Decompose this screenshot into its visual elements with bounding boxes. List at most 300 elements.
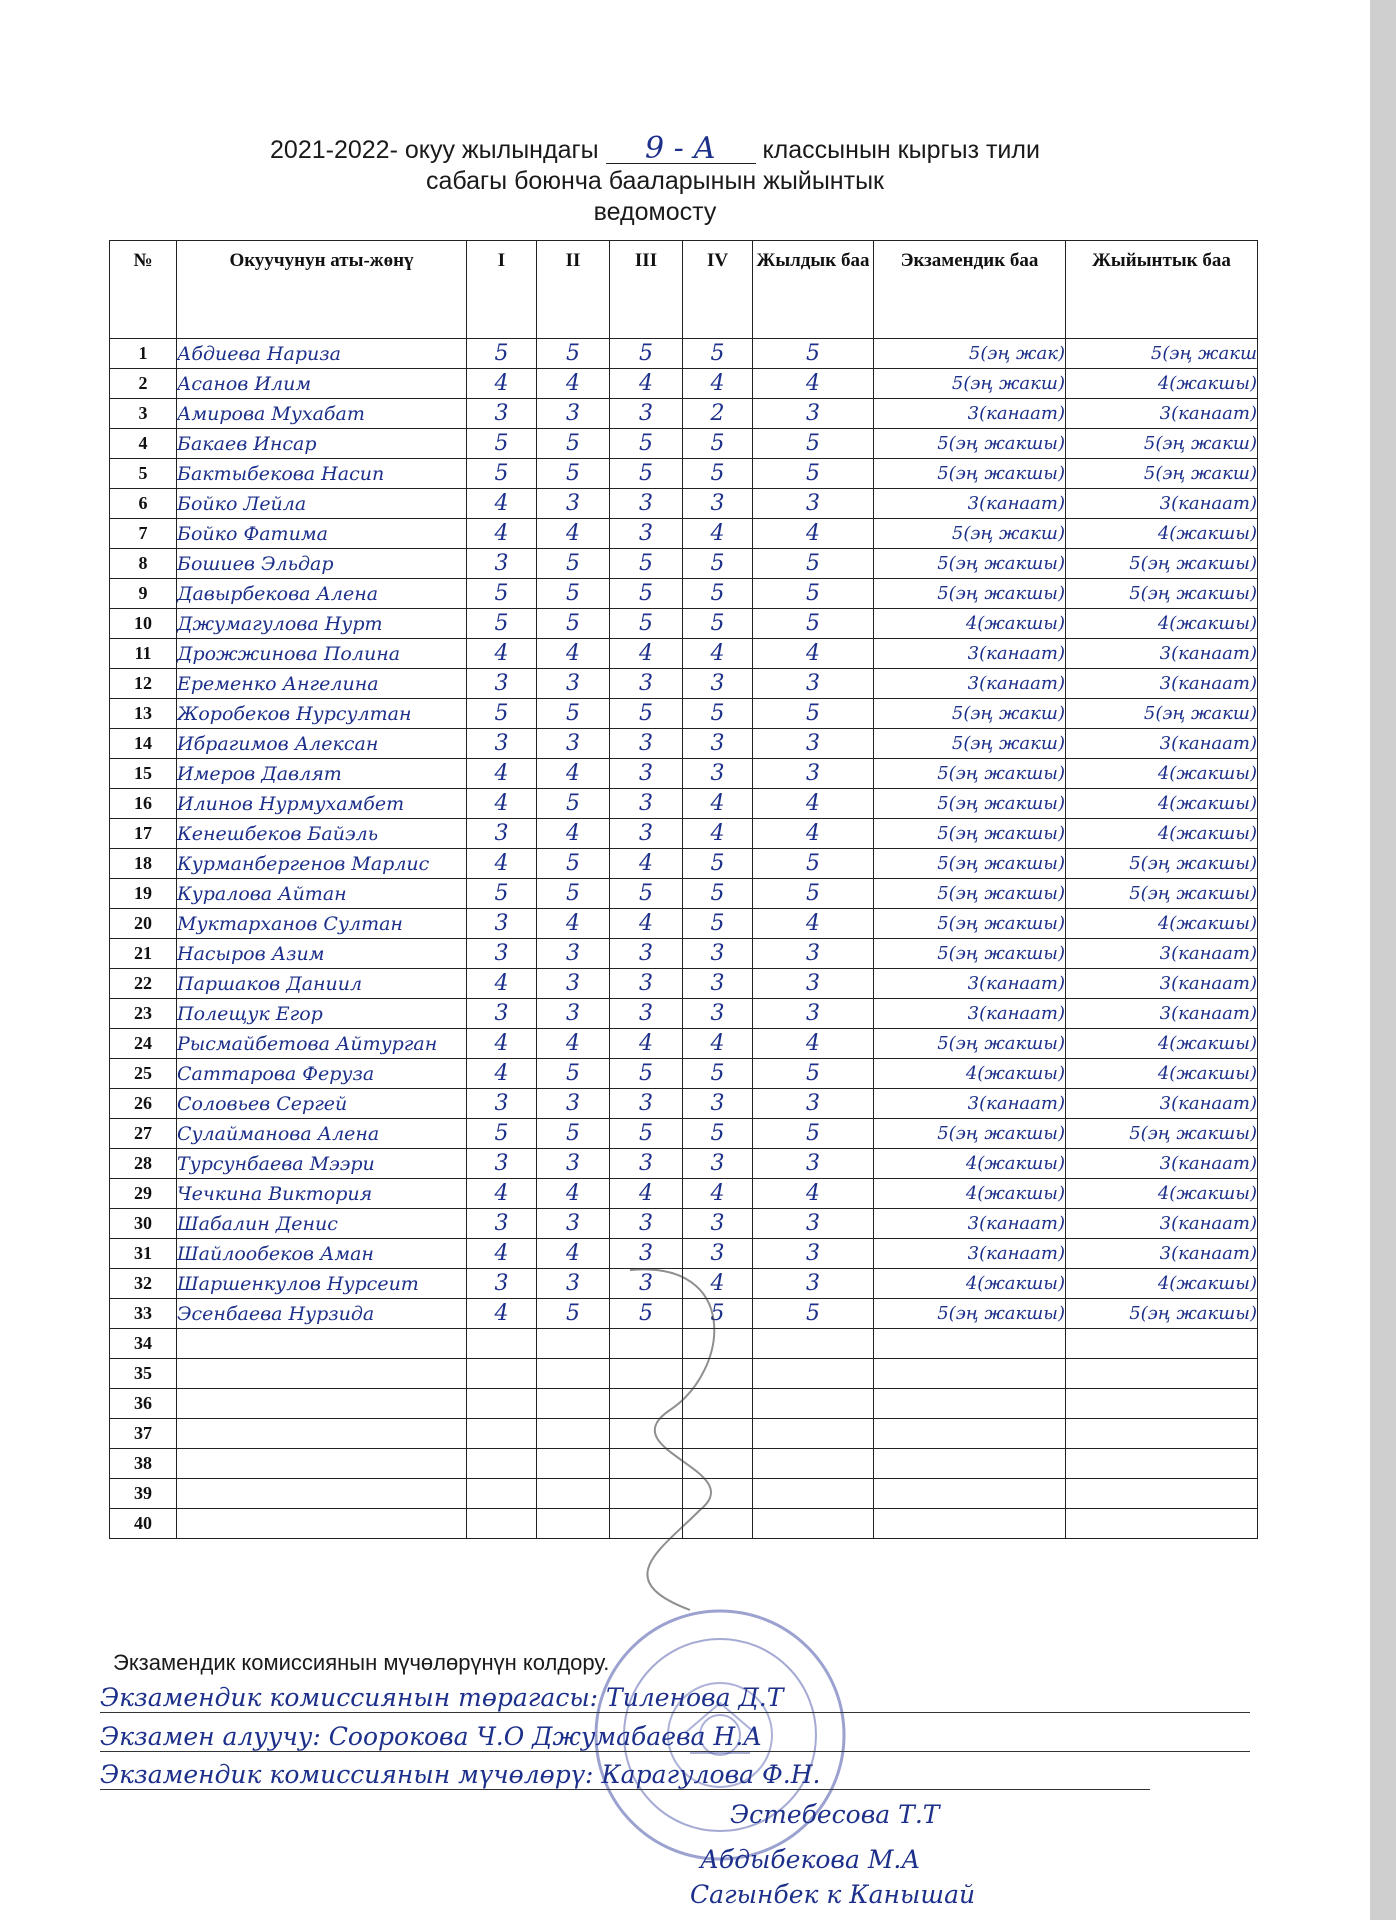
table-row — [110, 969, 1258, 999]
table-row — [110, 579, 1258, 609]
annual-grade: 4 — [753, 369, 874, 399]
header-student-name: Окуучунун аты-жөнү — [177, 241, 467, 339]
final-grade: 4(жакшы) — [1066, 609, 1258, 639]
quarter-4-grade: 5 — [683, 579, 753, 609]
final-grade — [1066, 1479, 1258, 1509]
exam-grade — [874, 1329, 1066, 1359]
quarter-2-grade: 3 — [537, 969, 610, 999]
table-row — [110, 519, 1258, 549]
row-number: 32 — [110, 1269, 177, 1299]
quarter-3-grade: 3 — [610, 969, 683, 999]
exam-grade: 5(эң жакш) — [874, 699, 1066, 729]
row-number: 30 — [110, 1209, 177, 1239]
quarter-2-grade: 4 — [537, 1239, 610, 1269]
annual-grade: 3 — [753, 939, 874, 969]
table-row — [110, 1029, 1258, 1059]
quarter-4-grade: 3 — [683, 939, 753, 969]
exam-grade: 3(канаат) — [874, 639, 1066, 669]
quarter-4-grade: 3 — [683, 1239, 753, 1269]
quarter-4-grade: 4 — [683, 1179, 753, 1209]
row-number: 31 — [110, 1239, 177, 1269]
quarter-2-grade: 5 — [537, 1059, 610, 1089]
quarter-2-grade: 5 — [537, 459, 610, 489]
quarter-4-grade: 5 — [683, 1059, 753, 1089]
quarter-3-grade: 5 — [610, 579, 683, 609]
row-number: 4 — [110, 429, 177, 459]
row-number: 35 — [110, 1359, 177, 1389]
exam-grade: 5(эң жакшы) — [874, 879, 1066, 909]
quarter-1-grade: 4 — [467, 489, 537, 519]
final-grade: 3(канаат) — [1066, 399, 1258, 429]
row-number: 22 — [110, 969, 177, 999]
student-name: Илинов Нурмухамбет — [177, 789, 467, 819]
quarter-3-grade: 5 — [610, 1299, 683, 1329]
quarter-1-grade — [467, 1329, 537, 1359]
exam-grade: 5(эң жакшы) — [874, 459, 1066, 489]
annual-grade — [753, 1479, 874, 1509]
final-grade: 5(эң жакш — [1066, 339, 1258, 369]
annual-grade: 5 — [753, 699, 874, 729]
quarter-1-grade: 5 — [467, 429, 537, 459]
title-prefix: 2021-2022- окуу жылындагы — [270, 136, 599, 164]
exam-grade: 5(эң жакшы) — [874, 1029, 1066, 1059]
quarter-1-grade: 3 — [467, 1269, 537, 1299]
quarter-4-grade: 3 — [683, 759, 753, 789]
final-grade: 4(жакшы) — [1066, 909, 1258, 939]
exam-grade: 5(эң жакшы) — [874, 579, 1066, 609]
row-number: 25 — [110, 1059, 177, 1089]
quarter-2-grade: 5 — [537, 699, 610, 729]
student-name: Бактыбекова Насип — [177, 459, 467, 489]
row-number: 2 — [110, 369, 177, 399]
quarter-1-grade — [467, 1359, 537, 1389]
quarter-1-grade: 3 — [467, 1209, 537, 1239]
table-row — [110, 759, 1258, 789]
quarter-1-grade: 4 — [467, 849, 537, 879]
final-grade: 4(жакшы) — [1066, 1029, 1258, 1059]
annual-grade: 3 — [753, 1209, 874, 1239]
quarter-3-grade: 5 — [610, 549, 683, 579]
commission-member-4: Сагынбек к Канышай — [690, 1880, 976, 1909]
quarter-1-grade: 3 — [467, 819, 537, 849]
student-name: Рысмайбетова Айтурган — [177, 1029, 467, 1059]
exam-grade: 5(эң жакшы) — [874, 909, 1066, 939]
final-grade: 5(эң жакш) — [1066, 459, 1258, 489]
annual-grade: 3 — [753, 729, 874, 759]
annual-grade — [753, 1449, 874, 1479]
exam-grade: 5(эң жакшы) — [874, 1299, 1066, 1329]
quarter-3-grade: 3 — [610, 519, 683, 549]
annual-grade: 3 — [753, 1089, 874, 1119]
quarter-2-grade: 3 — [537, 1209, 610, 1239]
student-name: Полещук Егор — [177, 999, 467, 1029]
quarter-1-grade: 3 — [467, 999, 537, 1029]
annual-grade: 5 — [753, 579, 874, 609]
exam-grade: 4(жакшы) — [874, 1059, 1066, 1089]
row-number: 19 — [110, 879, 177, 909]
student-name: Дрожжинова Полина — [177, 639, 467, 669]
final-grade: 5(эң жакшы) — [1066, 1299, 1258, 1329]
quarter-3-grade: 4 — [610, 1029, 683, 1059]
table-row — [110, 1209, 1258, 1239]
final-grade: 4(жакшы) — [1066, 789, 1258, 819]
student-name: Турсунбаева Мээри — [177, 1149, 467, 1179]
quarter-2-grade: 5 — [537, 849, 610, 879]
quarter-4-grade: 4 — [683, 789, 753, 819]
final-grade: 3(канаат) — [1066, 669, 1258, 699]
student-name: Саттарова Феруза — [177, 1059, 467, 1089]
final-grade: 5(эң жакшы) — [1066, 1119, 1258, 1149]
quarter-1-grade: 5 — [467, 1119, 537, 1149]
student-name — [177, 1359, 467, 1389]
quarter-4-grade: 4 — [683, 1269, 753, 1299]
final-grade — [1066, 1359, 1258, 1389]
quarter-3-grade: 3 — [610, 1239, 683, 1269]
final-grade: 4(жакшы) — [1066, 759, 1258, 789]
final-grade: 5(эң жакш) — [1066, 699, 1258, 729]
quarter-1-grade: 3 — [467, 399, 537, 429]
quarter-4-grade: 5 — [683, 1119, 753, 1149]
row-number: 16 — [110, 789, 177, 819]
student-name: Амирова Мухабат — [177, 399, 467, 429]
quarter-3-grade: 3 — [610, 819, 683, 849]
row-number: 27 — [110, 1119, 177, 1149]
annual-grade: 5 — [753, 1299, 874, 1329]
table-row — [110, 909, 1258, 939]
annual-grade — [753, 1419, 874, 1449]
quarter-3-grade: 4 — [610, 639, 683, 669]
final-grade: 3(канаат) — [1066, 489, 1258, 519]
quarter-4-grade: 5 — [683, 699, 753, 729]
quarter-2-grade: 4 — [537, 1179, 610, 1209]
row-number: 20 — [110, 909, 177, 939]
annual-grade: 5 — [753, 879, 874, 909]
header-final-grade: Жыйынтык баа — [1066, 241, 1258, 339]
exam-grade: 5(эң жакш) — [874, 729, 1066, 759]
table-row — [110, 819, 1258, 849]
quarter-2-grade: 3 — [537, 939, 610, 969]
exam-grade — [874, 1389, 1066, 1419]
quarter-2-grade: 3 — [537, 1269, 610, 1299]
final-grade — [1066, 1329, 1258, 1359]
final-grade: 3(канаат) — [1066, 969, 1258, 999]
quarter-4-grade: 3 — [683, 1209, 753, 1239]
table-row — [110, 489, 1258, 519]
quarter-2-grade: 5 — [537, 339, 610, 369]
quarter-4-grade: 5 — [683, 1299, 753, 1329]
quarter-2-grade: 3 — [537, 489, 610, 519]
student-name: Давырбекова Алена — [177, 579, 467, 609]
quarter-1-grade: 4 — [467, 759, 537, 789]
annual-grade: 3 — [753, 1269, 874, 1299]
row-number: 36 — [110, 1389, 177, 1419]
quarter-2-grade: 5 — [537, 609, 610, 639]
exam-grade: 5(эң жакшы) — [874, 849, 1066, 879]
student-name: Бойко Лейла — [177, 489, 467, 519]
scan-edge — [1370, 0, 1396, 1920]
annual-grade: 5 — [753, 459, 874, 489]
quarter-4-grade: 3 — [683, 999, 753, 1029]
document-title — [150, 131, 1160, 228]
quarter-2-grade: 5 — [537, 549, 610, 579]
table-row — [110, 1119, 1258, 1149]
quarter-1-grade: 4 — [467, 369, 537, 399]
student-name: Чечкина Виктория — [177, 1179, 467, 1209]
quarter-2-grade: 4 — [537, 909, 610, 939]
quarter-4-grade: 3 — [683, 489, 753, 519]
annual-grade: 5 — [753, 429, 874, 459]
quarter-2-grade: 4 — [537, 759, 610, 789]
table-row — [110, 1179, 1258, 1209]
row-number: 24 — [110, 1029, 177, 1059]
exam-grade: 5(эң жакшы) — [874, 549, 1066, 579]
quarter-1-grade: 4 — [467, 1239, 537, 1269]
quarter-3-grade: 3 — [610, 399, 683, 429]
quarter-3-grade: 3 — [610, 729, 683, 759]
examiner-line: Экзамен алуучу: Соорокова Ч.О Джумабаева Н.А — [100, 1722, 1250, 1752]
quarter-1-grade: 3 — [467, 729, 537, 759]
quarter-1-grade: 4 — [467, 1029, 537, 1059]
class-name: 9 - А — [606, 135, 756, 164]
header-quarter-2: II — [537, 241, 610, 339]
title-line-1 — [150, 131, 1160, 166]
exam-grade: 3(канаат) — [874, 669, 1066, 699]
row-number: 7 — [110, 519, 177, 549]
quarter-4-grade: 5 — [683, 339, 753, 369]
student-name: Курманбергенов Марлис — [177, 849, 467, 879]
quarter-3-grade: 4 — [610, 849, 683, 879]
commission-members-line: Экзамендик комиссиянын мүчөлөрү: Карагулова Ф.Н. — [100, 1760, 1150, 1790]
quarter-1-grade: 3 — [467, 939, 537, 969]
quarter-4-grade: 3 — [683, 729, 753, 759]
quarter-3-grade: 4 — [610, 369, 683, 399]
row-number: 39 — [110, 1479, 177, 1509]
quarter-1-grade: 5 — [467, 579, 537, 609]
final-grade — [1066, 1449, 1258, 1479]
exam-grade: 5(эң жакшы) — [874, 819, 1066, 849]
annual-grade: 5 — [753, 849, 874, 879]
quarter-3-grade: 3 — [610, 759, 683, 789]
row-number: 1 — [110, 339, 177, 369]
final-grade: 4(жакшы) — [1066, 369, 1258, 399]
quarter-1-grade — [467, 1419, 537, 1449]
student-name — [177, 1479, 467, 1509]
annual-grade: 4 — [753, 819, 874, 849]
final-grade: 5(эң жакш) — [1066, 429, 1258, 459]
quarter-2-grade: 5 — [537, 579, 610, 609]
row-number: 5 — [110, 459, 177, 489]
header-number: № — [110, 241, 177, 339]
quarter-3-grade: 4 — [610, 1179, 683, 1209]
annual-grade: 3 — [753, 669, 874, 699]
annual-grade: 5 — [753, 1119, 874, 1149]
annual-grade: 5 — [753, 1059, 874, 1089]
table-row — [110, 789, 1258, 819]
table-row — [110, 609, 1258, 639]
final-grade — [1066, 1509, 1258, 1539]
annual-grade: 3 — [753, 1149, 874, 1179]
row-number: 10 — [110, 609, 177, 639]
quarter-3-grade: 3 — [610, 489, 683, 519]
table-row — [110, 999, 1258, 1029]
student-name: Абдиева Нариза — [177, 339, 467, 369]
quarter-4-grade: 5 — [683, 429, 753, 459]
quarter-1-grade: 4 — [467, 789, 537, 819]
quarter-4-grade: 4 — [683, 519, 753, 549]
header-quarter-3: III — [610, 241, 683, 339]
quarter-3-grade: 5 — [610, 609, 683, 639]
quarter-4-grade: 3 — [683, 1149, 753, 1179]
annual-grade — [753, 1359, 874, 1389]
row-number: 9 — [110, 579, 177, 609]
quarter-3-grade: 5 — [610, 1059, 683, 1089]
exam-grade: 5(эң жакш) — [874, 369, 1066, 399]
table-row — [110, 729, 1258, 759]
final-grade: 5(эң жакшы) — [1066, 849, 1258, 879]
row-number: 28 — [110, 1149, 177, 1179]
quarter-4-grade: 4 — [683, 639, 753, 669]
row-number: 11 — [110, 639, 177, 669]
quarter-4-grade: 4 — [683, 1029, 753, 1059]
row-number: 26 — [110, 1089, 177, 1119]
row-number: 29 — [110, 1179, 177, 1209]
quarter-1-grade: 4 — [467, 519, 537, 549]
final-grade: 3(канаат) — [1066, 729, 1258, 759]
table-row — [110, 669, 1258, 699]
exam-grade: 5(эң жакшы) — [874, 939, 1066, 969]
quarter-4-grade: 4 — [683, 369, 753, 399]
row-number: 6 — [110, 489, 177, 519]
exam-grade: 5(эң жакшы) — [874, 429, 1066, 459]
final-grade: 4(жакшы) — [1066, 1269, 1258, 1299]
quarter-4-grade: 3 — [683, 1089, 753, 1119]
title-suffix: классынын кыргыз тили — [762, 136, 1040, 164]
quarter-1-grade: 3 — [467, 669, 537, 699]
table-row — [110, 639, 1258, 669]
student-name — [177, 1389, 467, 1419]
student-name: Эсенбаева Нурзида — [177, 1299, 467, 1329]
quarter-2-grade: 5 — [537, 429, 610, 459]
header-exam-grade: Экзамендик баа — [874, 241, 1066, 339]
student-name: Ибрагимов Алексан — [177, 729, 467, 759]
quarter-1-grade: 5 — [467, 459, 537, 489]
quarter-3-grade: 5 — [610, 339, 683, 369]
quarter-2-grade: 3 — [537, 729, 610, 759]
exam-grade: 3(канаат) — [874, 1089, 1066, 1119]
quarter-4-grade: 5 — [683, 879, 753, 909]
annual-grade: 4 — [753, 1029, 874, 1059]
annual-grade: 3 — [753, 399, 874, 429]
annual-grade: 3 — [753, 999, 874, 1029]
commission-chair-line: Экзамендик комиссиянын төрагасы: Тиленова Д.Т — [100, 1683, 1250, 1713]
quarter-2-grade: 5 — [537, 879, 610, 909]
final-grade — [1066, 1389, 1258, 1419]
quarter-3-grade: 3 — [610, 939, 683, 969]
header-quarter-1: I — [467, 241, 537, 339]
title-line-2: сабагы боюнча бааларынын жыйынтык — [426, 167, 884, 195]
row-number: 23 — [110, 999, 177, 1029]
quarter-2-grade: 5 — [537, 1119, 610, 1149]
annual-grade — [753, 1389, 874, 1419]
quarter-1-grade: 4 — [467, 969, 537, 999]
quarter-3-grade: 3 — [610, 999, 683, 1029]
student-name — [177, 1419, 467, 1449]
student-name: Шабалин Денис — [177, 1209, 467, 1239]
quarter-3-grade: 3 — [610, 789, 683, 819]
annual-grade: 5 — [753, 549, 874, 579]
commission-member-2: Эстебесова Т.Т — [730, 1800, 940, 1829]
quarter-2-grade: 3 — [537, 1089, 610, 1119]
table-row — [110, 1089, 1258, 1119]
final-grade: 4(жакшы) — [1066, 519, 1258, 549]
quarter-2-grade: 3 — [537, 669, 610, 699]
quarter-2-grade: 3 — [537, 999, 610, 1029]
exam-grade: 3(канаат) — [874, 999, 1066, 1029]
annual-grade: 3 — [753, 759, 874, 789]
annual-grade: 5 — [753, 609, 874, 639]
quarter-2-grade: 4 — [537, 1029, 610, 1059]
commission-member-3: Абдыбекова М.А — [700, 1845, 921, 1874]
student-name — [177, 1449, 467, 1479]
student-name: Сулайманова Алена — [177, 1119, 467, 1149]
quarter-4-grade: 5 — [683, 459, 753, 489]
commission-signatures-label: Экзамендик комиссиянын мүчөлөрүнүн колдору. — [113, 1650, 610, 1675]
quarter-4-grade: 3 — [683, 969, 753, 999]
quarter-3-grade: 3 — [610, 669, 683, 699]
row-number: 3 — [110, 399, 177, 429]
student-name: Паршаков Даниил — [177, 969, 467, 999]
student-name: Бакаев Инсар — [177, 429, 467, 459]
header-quarter-4: IV — [683, 241, 753, 339]
quarter-1-grade — [467, 1449, 537, 1479]
final-grade: 5(эң жакшы) — [1066, 579, 1258, 609]
table-row — [110, 339, 1258, 369]
quarter-1-grade: 3 — [467, 1089, 537, 1119]
table-row — [110, 1149, 1258, 1179]
annual-grade: 3 — [753, 969, 874, 999]
student-name: Шаршенкулов Нурсеит — [177, 1269, 467, 1299]
quarter-3-grade: 5 — [610, 459, 683, 489]
quarter-1-grade: 5 — [467, 609, 537, 639]
final-grade: 3(канаат) — [1066, 1149, 1258, 1179]
row-number: 18 — [110, 849, 177, 879]
quarter-1-grade: 4 — [467, 1179, 537, 1209]
table-row — [110, 699, 1258, 729]
table-row — [110, 369, 1258, 399]
exam-grade: 4(жакшы) — [874, 609, 1066, 639]
quarter-1-grade: 3 — [467, 549, 537, 579]
student-name: Жоробеков Нурсултан — [177, 699, 467, 729]
quarter-2-grade: 5 — [537, 789, 610, 819]
quarter-4-grade: 5 — [683, 549, 753, 579]
quarter-2-grade: 4 — [537, 639, 610, 669]
exam-grade: 5(эң жакш) — [874, 519, 1066, 549]
table-row — [110, 549, 1258, 579]
exam-grade: 3(канаат) — [874, 489, 1066, 519]
final-grade — [1066, 1419, 1258, 1449]
quarter-2-grade: 4 — [537, 819, 610, 849]
final-grade: 3(канаат) — [1066, 939, 1258, 969]
annual-grade: 4 — [753, 789, 874, 819]
header-annual-grade: Жылдык баа — [753, 241, 874, 339]
final-grade: 4(жакшы) — [1066, 819, 1258, 849]
final-grade: 3(канаат) — [1066, 999, 1258, 1029]
student-name: Бошиев Эльдар — [177, 549, 467, 579]
annual-grade: 3 — [753, 489, 874, 519]
quarter-3-grade: 5 — [610, 429, 683, 459]
quarter-3-grade: 3 — [610, 1269, 683, 1299]
student-name: Шайлообеков Аман — [177, 1239, 467, 1269]
